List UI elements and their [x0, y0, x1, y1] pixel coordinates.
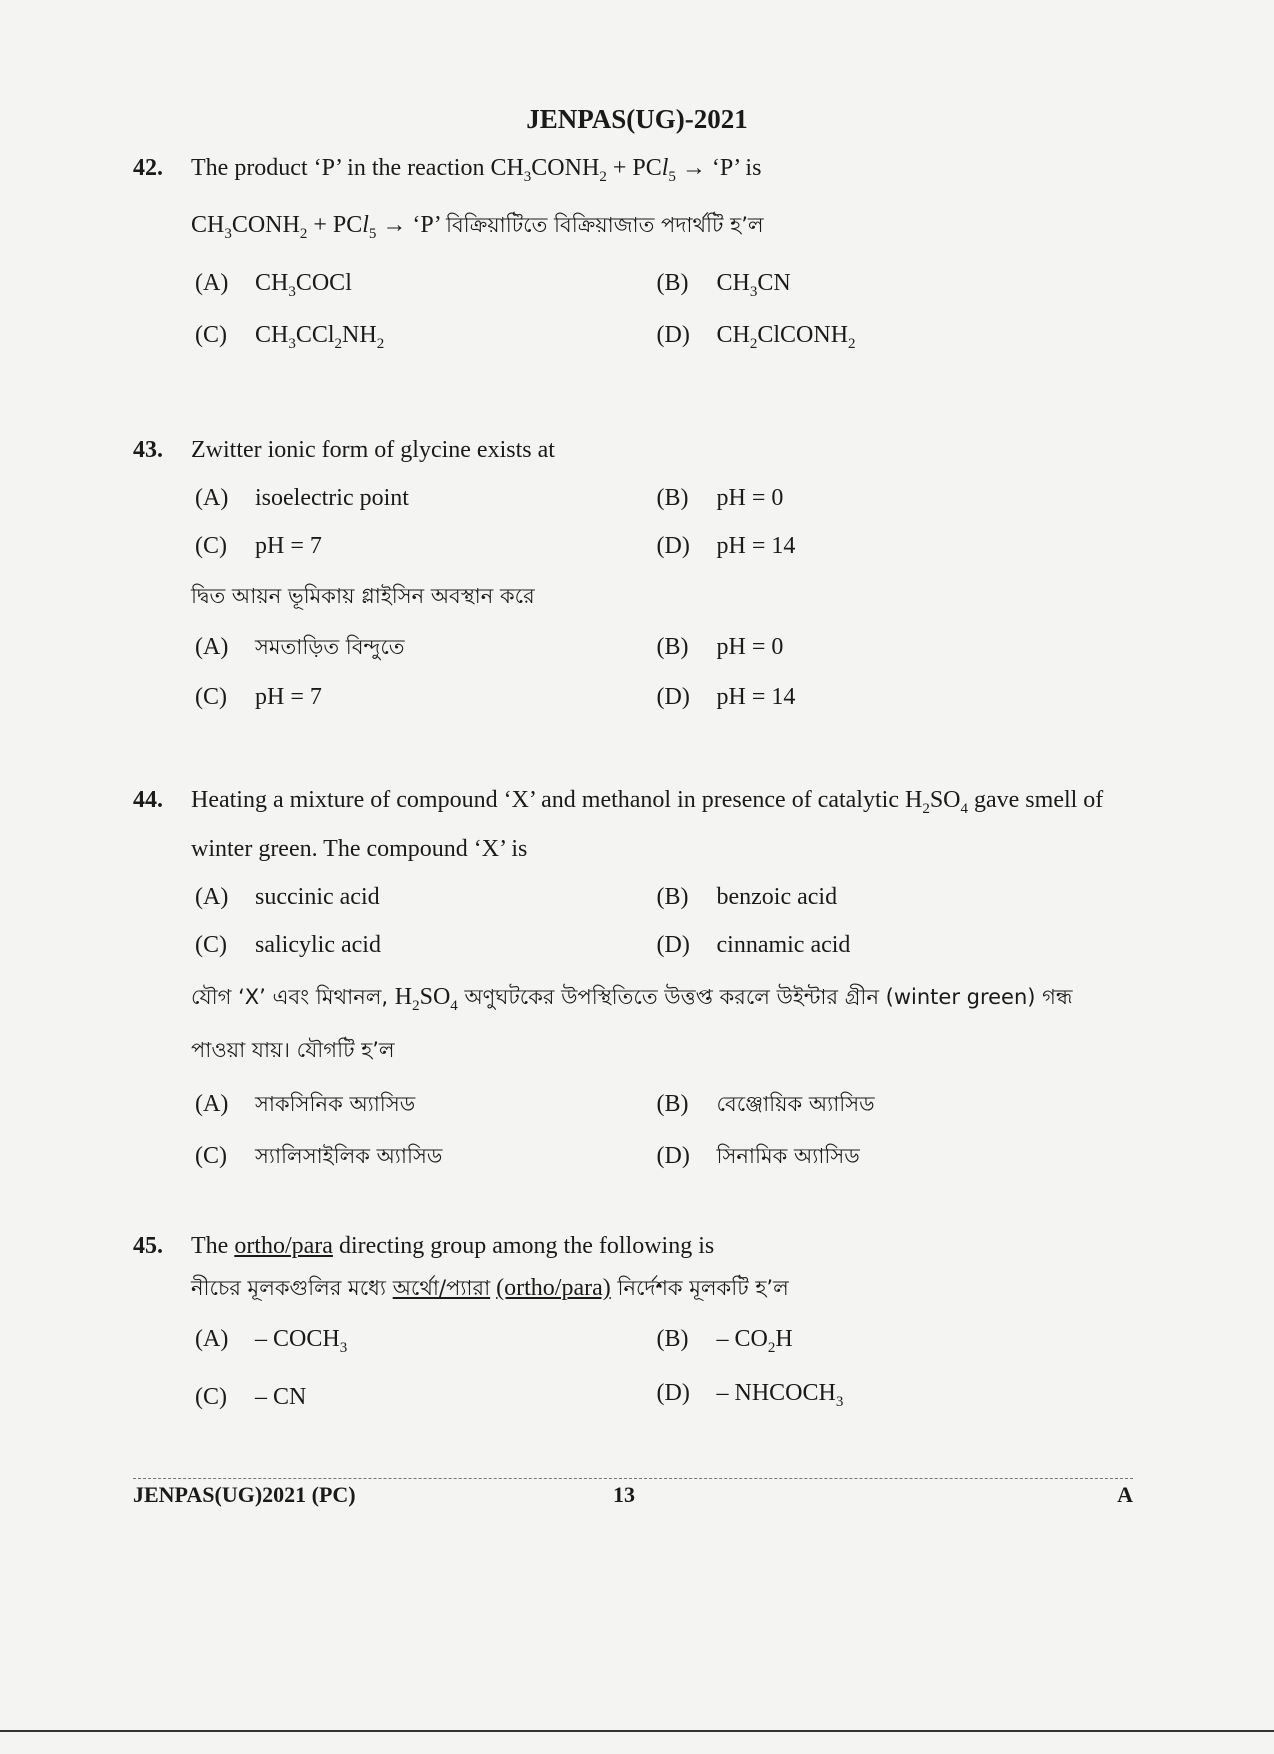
question-number: 44.	[133, 787, 163, 813]
option-a[interactable]: (A) – $COCH_3$	[195, 1325, 348, 1356]
footer-divider	[133, 1478, 1133, 1479]
option-a-bn[interactable]: (A) সাকসিনিক অ্যাসিড	[195, 1090, 416, 1117]
question-text-bengali: দ্বিত আয়ন ভূমিকায় গ্লাইসিন অবস্থান করে	[191, 584, 535, 608]
option-d[interactable]: (D) cinnamic acid	[656, 931, 851, 958]
option-c[interactable]: (C) $CH_3CCl_2NH_2$	[195, 322, 385, 352]
option-c-bn[interactable]: (C) pH = 7	[195, 684, 322, 710]
page-header: JENPAS(UG)-2021	[526, 104, 748, 134]
option-c[interactable]: (C) salicylic acid	[195, 931, 381, 958]
option-b-bn[interactable]: (B) বেঞ্জোয়িক অ্যাসিড	[656, 1090, 875, 1117]
question-text-bn: $CH_3CONH_2 + PCl_5$ → ‘P’ বিক্রিয়াটিতে বিক্রিয়াজাত পদার্থটি হ’ল	[191, 211, 764, 242]
option-a[interactable]: (A) succinic acid	[195, 883, 380, 910]
option-b-bn[interactable]: (B) pH = 0	[656, 634, 784, 660]
question-text-en: The ortho/para directing group among the following is	[191, 1233, 715, 1259]
option-b[interactable]: (B) benzoic acid	[656, 883, 838, 910]
option-a[interactable]: (A) $CH_3COCl$	[195, 270, 352, 300]
question-42	[133, 148, 1118, 366]
option-d[interactable]: (D) – $NHCOCH_3$	[656, 1379, 844, 1410]
options-en	[195, 873, 1118, 969]
option-a-bn[interactable]: (A) সমতাড়িত বিন্দুতে	[195, 634, 405, 660]
option-c-bn[interactable]: (C) স্যালিসাইলিক অ্যাসিড	[195, 1142, 443, 1169]
options-en	[195, 474, 1118, 570]
bottom-border	[0, 1730, 1274, 1732]
option-b[interactable]: (B) $CH_3CN$	[656, 270, 791, 300]
option-d[interactable]: (D) pH = 14	[656, 533, 796, 559]
question-43	[133, 430, 1118, 722]
question-45	[133, 1226, 1118, 1424]
page-footer	[133, 1482, 1133, 1522]
question-text-en: Zwitter ionic form of glycine exists at	[191, 437, 555, 463]
option-d-bn[interactable]: (D) pH = 14	[656, 684, 796, 710]
set-code: A	[1117, 1482, 1133, 1507]
options-bn	[195, 1078, 1118, 1182]
page-number: 13	[613, 1482, 635, 1507]
options	[195, 1316, 1118, 1424]
option-b[interactable]: (B) pH = 0	[656, 485, 784, 511]
question-number: 43.	[133, 437, 163, 463]
options-bn	[195, 622, 1118, 722]
option-d-bn[interactable]: (D) সিনামিক অ্যাসিড	[656, 1142, 860, 1169]
question-number: 45.	[133, 1233, 163, 1259]
question-text-en: Heating a mixture of compound ‘X’ and methanol in presence of catalytic $H_2SO_4$ gave smell of winter green. The compound ‘X’ is	[191, 787, 1104, 862]
question-text-bengali: বিক্রিয়াটিতে বিক্রিয়াজাত পদার্থটি হ’ল	[445, 212, 764, 237]
question-44	[133, 780, 1118, 1182]
option-b[interactable]: (B) – $CO_2H$	[656, 1325, 793, 1356]
question-text-en: The product ‘P’ in the reaction $CH_3CONH_2 + PCl_5$ → ‘P’ is	[191, 155, 762, 185]
option-c[interactable]: (C) pH = 7	[195, 533, 322, 559]
question-number: 42.	[133, 155, 163, 181]
footer-code: JENPAS(UG)2021 (PC)	[133, 1482, 356, 1507]
question-text: The product ‘P’ in the reaction	[191, 155, 491, 181]
option-a[interactable]: (A) isoelectric point	[195, 485, 409, 511]
option-d[interactable]: (D) $CH_2ClCONH_2$	[656, 322, 856, 352]
question-text-bn: নীচের মূলকগুলির মধ্যে অর্থো/প্যারা (ortho/para) নির্দেশক মূলকটি হ’ল	[191, 1275, 789, 1301]
option-c[interactable]: (C) – CN	[195, 1384, 307, 1410]
options	[195, 262, 1118, 366]
question-text-bn: যৌগ ‘X’ এবং মিথানল, $H_2SO_4$ অণুঘটকের উপস্থিতিতে উত্তপ্ত করলে উইন্টার গ্রীন (winter green) গন্ধ পাওয়া যায়। যৌগটি হ’ল	[191, 983, 1073, 1062]
